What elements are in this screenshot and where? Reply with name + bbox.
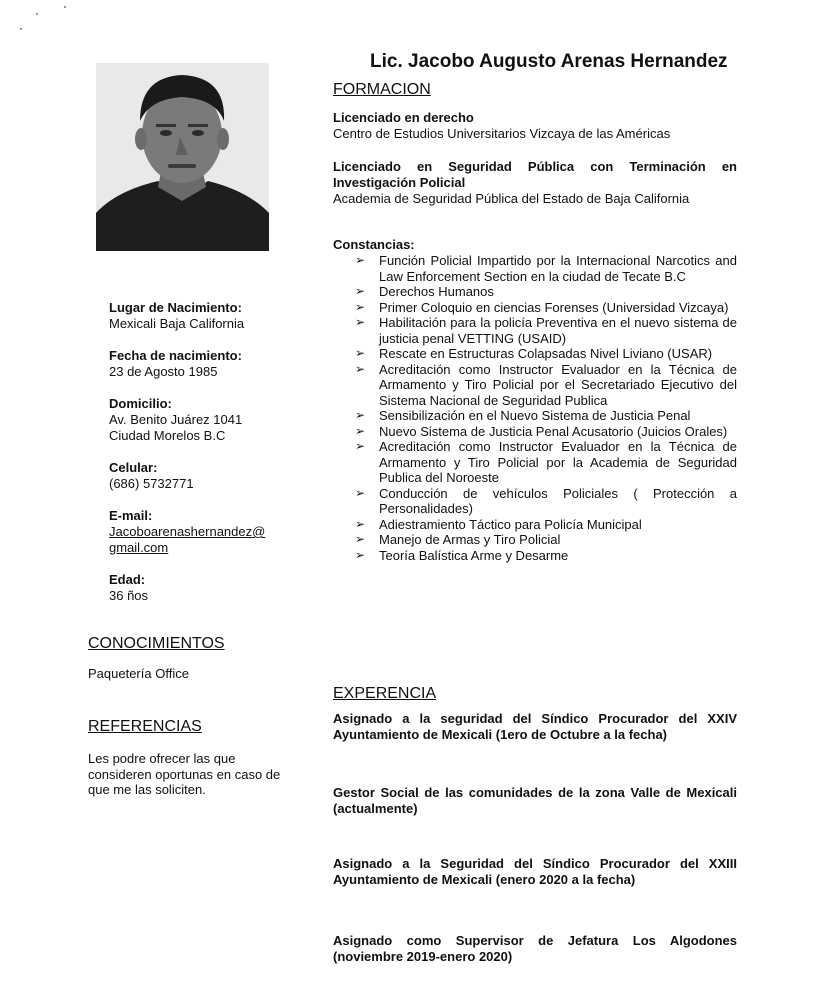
- email-line1[interactable]: Jacoboarenashernandez@: [109, 524, 266, 539]
- arrowhead-bullet-icon: ➢: [355, 408, 366, 422]
- profile-photo: [96, 63, 269, 251]
- references-section: [88, 717, 293, 798]
- arrowhead-bullet-icon: ➢: [355, 361, 366, 376]
- education-title: Licenciado en derecho: [333, 110, 474, 125]
- address-label: Domicilio:: [109, 396, 172, 411]
- constancia-item: [333, 424, 737, 440]
- constancia-text: Rescate en Estructuras Colapsadas Nivel Liviano (USAR): [379, 346, 713, 361]
- constancia-text: Teoría Balística Arme y Desarme: [379, 547, 569, 563]
- birthplace-value: Mexicali Baja California: [109, 316, 245, 331]
- education-item: [333, 110, 737, 142]
- constancias-list: [333, 253, 737, 563]
- arrowhead-bullet-icon: ➢: [355, 516, 366, 531]
- arrowhead-bullet-icon: ➢: [355, 346, 366, 360]
- address-block: [109, 396, 309, 444]
- experience-text: Asignado como Supervisor de Jefatura Los Algodones (noviembre 2019-enero 2020): [333, 933, 737, 964]
- skills-title: CONOCIMIENTOS: [88, 635, 225, 652]
- constancia-item: [333, 362, 737, 409]
- arrowhead-bullet-icon: ➢: [355, 253, 366, 267]
- arrowhead-bullet-icon: ➢: [355, 547, 366, 562]
- constancia-item: [333, 532, 737, 548]
- constancia-text: Nuevo Sistema de Justicia Penal Acusatorio (Juicios Orales): [379, 423, 728, 439]
- experience-item: [333, 785, 737, 817]
- constancia-item: [333, 346, 737, 362]
- phone-label: Celular:: [109, 460, 158, 475]
- constancia-text: Derechos Humanos: [379, 284, 494, 299]
- constancia-item: [333, 284, 737, 300]
- candidate-name: Lic. Jacobo Augusto Arenas Hernandez: [370, 51, 728, 72]
- experiencia-section: [333, 684, 737, 704]
- arrowhead-bullet-icon: ➢: [355, 315, 366, 329]
- address-line1: Av. Benito Juárez 1041: [109, 412, 243, 427]
- arrowhead-bullet-icon: ➢: [355, 284, 366, 298]
- age-value: 36 ños: [109, 588, 149, 603]
- references-title: REFERENCIAS: [88, 718, 202, 735]
- arrowhead-bullet-icon: ➢: [355, 299, 366, 314]
- constancia-item: [333, 439, 737, 486]
- experience-text: Asignado a la Seguridad del Síndico Procurador del XXIII Ayuntamiento de Mexicali (enero 2020 a la fecha): [333, 856, 737, 887]
- constancia-text: Conducción de vehículos Policiales ( Protección a Personalidades): [379, 485, 737, 516]
- experience-item: [333, 856, 737, 888]
- constancias-section: [333, 237, 737, 563]
- constancia-item: [333, 408, 737, 424]
- constancia-text: Habilitación para la policía Preventiva en el nuevo sistema de justicia penal VETTING (USAID): [379, 315, 737, 346]
- skills-text: Paquetería Office: [88, 666, 189, 681]
- constancia-text: Acreditación como Instructor Evaluador en la Técnica de Armamento y Tiro Policial por el Secretariado Ejecutivo del Sistema Nacional de Seguridad Publica: [379, 361, 737, 408]
- references-text: Les podre ofrecer las que consideren oportunas en caso de que me las soliciten.: [88, 751, 281, 797]
- constancia-text: Función Policial Impartido por la Internacional Narcotics and Law Enforcement Section en la ciudad de Tecate B.C: [379, 253, 737, 284]
- constancia-item: [333, 548, 737, 564]
- birthdate-block: [109, 348, 309, 380]
- scan-speck: [36, 13, 38, 15]
- education-institution: Academia de Seguridad Pública del Estado de Baja California: [333, 191, 690, 206]
- phone-block: [109, 460, 309, 492]
- constancia-item: [333, 253, 737, 284]
- constancia-text: Manejo de Armas y Tiro Policial: [379, 532, 561, 547]
- experience-text: Gestor Social de las comunidades de la zona Valle de Mexicali (actualmente): [333, 785, 737, 816]
- age-block: [109, 572, 309, 604]
- birthplace-block: [109, 300, 309, 332]
- email-label: E-mail:: [109, 508, 153, 523]
- constancia-item: [333, 315, 737, 346]
- experience-text: Asignado a la seguridad del Síndico Procurador del XXIV Ayuntamiento de Mexicali (1ero de Octubre a la fecha): [333, 711, 737, 742]
- constancia-item: [333, 517, 737, 533]
- arrowhead-bullet-icon: ➢: [355, 532, 366, 546]
- education-institution: Centro de Estudios Universitarios Vizcaya de las Américas: [333, 126, 671, 141]
- experience-item: [333, 711, 737, 743]
- constancia-text: Acreditación como Instructor Evaluador en la Técnica de Armamento y Tiro Policial por la Academia de Seguridad Publica del Noroeste: [379, 439, 737, 485]
- skills-section: [88, 634, 293, 682]
- scan-speck: [20, 28, 22, 30]
- email-line2[interactable]: gmail.com: [109, 540, 169, 555]
- education-item: [333, 159, 737, 207]
- formacion-section: [333, 80, 737, 207]
- birthdate-value: 23 de Agosto 1985: [109, 364, 218, 379]
- phone-value: (686) 5732771: [109, 476, 194, 491]
- constancia-text: Primer Coloquio en ciencias Forenses (Universidad Vizcaya): [379, 299, 729, 315]
- email-block: [109, 508, 309, 556]
- constancia-item: [333, 300, 737, 316]
- formacion-title: FORMACION: [333, 81, 431, 98]
- birthdate-label: Fecha de nacimiento:: [109, 348, 242, 363]
- personal-info: [109, 300, 309, 620]
- age-label: Edad:: [109, 572, 146, 587]
- constancia-item: [333, 486, 737, 517]
- experience-item: [333, 933, 737, 965]
- address-line2: Ciudad Morelos B.C: [109, 428, 226, 443]
- arrowhead-bullet-icon: ➢: [355, 485, 366, 500]
- arrowhead-bullet-icon: ➢: [355, 423, 366, 438]
- experiencia-title: EXPERENCIA: [333, 685, 437, 702]
- birthplace-label: Lugar de Nacimiento:: [109, 300, 242, 315]
- scan-speck: [64, 6, 66, 8]
- constancia-text: Sensibilización en el Nuevo Sistema de Justicia Penal: [379, 408, 691, 423]
- constancia-text: Adiestramiento Táctico para Policía Municipal: [379, 516, 642, 532]
- constancias-title: Constancias:: [333, 237, 415, 252]
- arrowhead-bullet-icon: ➢: [355, 439, 366, 453]
- education-title: Licenciado en Seguridad Pública con Terminación en Investigación Policial: [333, 159, 737, 190]
